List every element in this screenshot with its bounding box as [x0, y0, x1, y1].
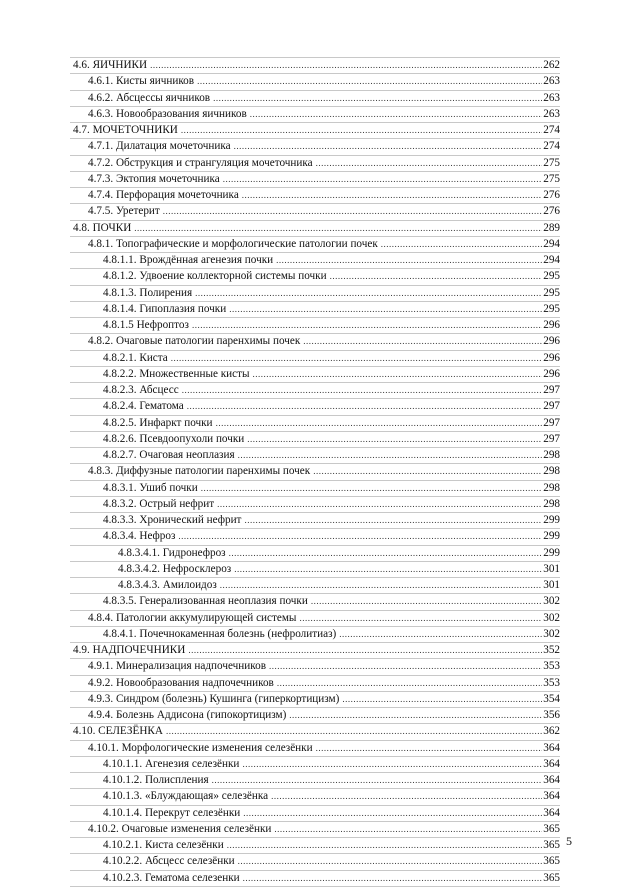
toc-entry-page: 274 — [543, 124, 560, 136]
dot-leader — [244, 513, 542, 528]
toc-entry-page: 353 — [543, 660, 560, 673]
toc-entry-title: 4.8.1.1. Врождённая агенезия почки — [103, 254, 274, 266]
toc-entry[interactable] — [70, 221, 560, 237]
dot-leader — [213, 91, 542, 106]
toc-entry[interactable] — [70, 822, 560, 838]
dot-leader — [269, 659, 542, 674]
dot-leader — [276, 253, 542, 268]
toc-entry[interactable] — [70, 448, 560, 464]
toc-entry-page: 354 — [543, 692, 560, 705]
toc-entry[interactable] — [70, 318, 560, 334]
toc-entry-page: 274 — [543, 140, 560, 153]
toc-entry-page: 263 — [543, 107, 560, 120]
toc-entry-page: 365 — [543, 871, 560, 884]
toc-entry[interactable] — [70, 627, 560, 643]
toc-entry-page: 301 — [543, 579, 560, 591]
toc-entry[interactable] — [70, 351, 560, 367]
dot-leader — [217, 497, 542, 512]
toc-entry-page: 298 — [543, 449, 560, 461]
toc-entry[interactable] — [70, 139, 560, 155]
dot-leader — [171, 351, 542, 366]
toc-entry-page: 298 — [543, 465, 560, 478]
toc-entry[interactable] — [70, 838, 560, 854]
toc-entry-page: 356 — [543, 709, 560, 721]
toc-entry-title: 4.8.3.4.1. Гидронефроз — [118, 546, 226, 559]
toc-entry-page: 297 — [543, 384, 560, 396]
dot-leader — [238, 854, 543, 869]
toc-entry-page: 276 — [543, 205, 560, 218]
dot-leader — [181, 123, 542, 138]
dot-leader — [242, 188, 542, 203]
toc-entry[interactable] — [70, 204, 560, 220]
page-number: 5 — [566, 834, 572, 848]
toc-entry-title: 4.8.4. Патологии аккумулирующей системы — [88, 611, 297, 624]
toc-entry[interactable] — [70, 659, 560, 675]
toc-entry-title: 4.10.1.2. Полиспления — [103, 774, 209, 786]
toc-entry[interactable] — [70, 871, 560, 887]
dot-leader — [271, 789, 542, 804]
dot-leader — [243, 806, 542, 821]
toc-entry-title: 4.10.2. Очаговые изменения селезёнки — [88, 822, 272, 835]
table-of-contents — [70, 57, 560, 887]
toc-entry-page: 275 — [543, 172, 560, 185]
toc-entry-title: 4.8.2.2. Множественные кисты — [103, 367, 250, 380]
toc-entry-page: 364 — [543, 790, 560, 803]
toc-entry[interactable] — [70, 611, 560, 627]
dot-leader — [150, 58, 542, 73]
toc-entry-page: 364 — [543, 774, 560, 786]
toc-entry-title: 4.9.1. Минерализация надпочечников — [88, 660, 266, 673]
toc-entry-title: 4.9.3. Синдром (болезнь) Кушинга (гиперкортицизм) — [88, 692, 340, 705]
toc-entry-page: 276 — [543, 189, 560, 201]
toc-entry-title: 4.8.2.7. Очаговая неоплазия — [103, 449, 235, 461]
toc-entry[interactable] — [70, 302, 560, 318]
dot-leader — [192, 318, 542, 333]
toc-entry-page: 299 — [543, 514, 560, 526]
toc-entry-title: 4.7.1. Дилатация мочеточника — [88, 140, 231, 153]
dot-leader — [243, 871, 543, 886]
toc-entry-page: 299 — [543, 530, 560, 543]
toc-entry-title: 4.7.4. Перфорация мочеточника — [88, 189, 239, 201]
toc-entry-page: 295 — [543, 302, 560, 315]
toc-entry-title: 4.8.2.6. Псевдоопухоли почки — [103, 432, 245, 445]
dot-leader — [227, 838, 543, 853]
toc-entry[interactable] — [70, 156, 560, 172]
dot-leader — [238, 448, 543, 463]
toc-entry-page: 353 — [543, 676, 560, 689]
toc-entry[interactable] — [70, 464, 560, 480]
toc-entry-title: 4.8.1.2. Удвоение коллекторной системы почки — [103, 270, 327, 283]
dot-leader — [229, 302, 542, 317]
toc-entry-page: 298 — [543, 497, 560, 510]
toc-entry[interactable] — [70, 253, 560, 269]
toc-entry-title: 4.8.3.1. Ушиб почки — [103, 481, 198, 494]
toc-entry-title: 4.8.2.1. Киста — [103, 351, 168, 364]
toc-entry[interactable] — [70, 432, 560, 448]
dot-leader — [229, 546, 543, 561]
toc-entry[interactable] — [70, 237, 560, 253]
dot-leader — [330, 269, 543, 284]
dot-leader — [316, 156, 543, 171]
toc-entry[interactable] — [70, 692, 560, 708]
toc-entry-title: 4.8.2. Очаговые патологии паренхимы почек — [88, 335, 301, 348]
toc-entry-page: 298 — [543, 481, 560, 494]
toc-entry-page: 362 — [543, 725, 560, 738]
dot-leader — [134, 221, 542, 236]
dot-leader — [342, 692, 542, 707]
toc-entry-title: 4.10.1.4. Перекрут селезёнки — [103, 806, 241, 819]
toc-entry-page: 296 — [543, 351, 560, 364]
toc-entry-page: 301 — [543, 562, 560, 575]
toc-entry-page: 294 — [543, 237, 560, 250]
toc-entry[interactable] — [70, 578, 560, 594]
dot-leader — [166, 724, 542, 739]
toc-entry-title: 4.8.3.3. Хронический нефрит — [103, 514, 242, 526]
toc-entry-title: 4.6.3. Новообразования яичников — [88, 107, 247, 120]
toc-entry-title: 4.6.1. Кисты яичников — [88, 75, 195, 88]
toc-entry-page: 289 — [543, 221, 560, 234]
toc-entry[interactable] — [70, 481, 560, 497]
dot-leader — [313, 464, 542, 479]
toc-entry-page: 364 — [543, 757, 560, 770]
toc-entry-title: 4.10.1.1. Агенезия селезёнки — [103, 757, 240, 770]
toc-entry-page: 302 — [543, 595, 560, 608]
toc-entry-page: 297 — [543, 432, 560, 445]
toc-entry-page: 365 — [543, 855, 560, 868]
toc-entry-title: 4.10.2.2. Абсцесс селезёнки — [103, 855, 235, 868]
toc-entry[interactable] — [70, 334, 560, 350]
toc-entry[interactable] — [70, 546, 560, 562]
toc-entry[interactable] — [70, 757, 560, 773]
dot-leader — [220, 578, 542, 593]
toc-entry-title: 4.6. ЯИЧНИКИ — [73, 59, 148, 71]
toc-entry-title: 4.10.1. Морфологические изменения селезёнки — [88, 741, 313, 754]
toc-entry-page: 364 — [543, 741, 560, 754]
toc-entry-title: 4.9. НАДПОЧЕЧНИКИ — [73, 644, 186, 656]
toc-entry-title: 4.8.3.4.3. Амилоидоз — [118, 579, 217, 591]
toc-entry[interactable] — [70, 789, 560, 805]
toc-entry-title: 4.8.1.3. Полирения — [103, 286, 193, 299]
dot-leader — [234, 562, 542, 577]
toc-entry[interactable] — [70, 854, 560, 870]
toc-entry-title: 4.7.5. Уретерит — [88, 205, 160, 218]
toc-entry-page: 352 — [543, 644, 560, 656]
toc-entry[interactable] — [70, 269, 560, 285]
toc-entry-title: 4.9.4. Болезнь Аддисона (гипокортицизм) — [88, 709, 287, 721]
dot-leader — [247, 432, 542, 447]
dot-leader — [250, 107, 542, 122]
toc-entry[interactable] — [70, 188, 560, 204]
toc-entry-title: 4.8. ПОЧКИ — [73, 221, 132, 234]
toc-entry-title: 4.6.2. Абсцессы яичников — [88, 91, 211, 104]
dot-leader — [253, 367, 543, 382]
toc-entry-title: 4.8.3.2. Острый нефрит — [103, 497, 215, 510]
dot-leader — [289, 708, 542, 723]
toc-entry-page: 364 — [543, 806, 560, 819]
dot-leader — [339, 627, 542, 642]
toc-entry[interactable] — [70, 286, 560, 302]
toc-entry-title: 4.7.3. Эктопия мочеточника — [88, 172, 220, 185]
toc-entry-title: 4.7.2. Обструкция и странгуляция мочеточника — [88, 156, 313, 169]
toc-entry-page: 299 — [543, 546, 560, 559]
toc-entry[interactable] — [70, 74, 560, 90]
dot-leader — [188, 643, 542, 658]
dot-leader — [381, 237, 542, 252]
toc-entry[interactable] — [70, 57, 560, 74]
toc-entry-page: 296 — [543, 319, 560, 331]
toc-entry-title: 4.10.2.1. Киста селезёнки — [103, 839, 224, 851]
dot-leader — [299, 611, 542, 626]
toc-entry-title: 4.8.2.4. Гематома — [103, 400, 184, 413]
toc-entry[interactable] — [70, 676, 560, 692]
toc-entry[interactable] — [70, 773, 560, 789]
toc-entry-page: 297 — [543, 400, 560, 413]
toc-entry[interactable] — [70, 123, 560, 139]
dot-leader — [274, 822, 542, 837]
toc-entry-page: 295 — [543, 286, 560, 299]
toc-entry[interactable] — [70, 172, 560, 188]
toc-entry[interactable] — [70, 529, 560, 545]
toc-entry-page: 302 — [543, 611, 560, 624]
dot-leader — [277, 676, 542, 691]
dot-leader — [234, 139, 543, 154]
toc-entry[interactable] — [70, 724, 560, 740]
toc-entry-title: 4.8.3.4. Нефроз — [103, 530, 176, 543]
toc-entry-title: 4.7. МОЧЕТОЧНИКИ — [73, 124, 178, 136]
dot-leader — [311, 594, 542, 609]
toc-entry[interactable] — [70, 594, 560, 610]
toc-entry[interactable] — [70, 107, 560, 123]
toc-entry-title: 4.8.1.4. Гипоплазия почки — [103, 302, 227, 315]
dot-leader — [212, 773, 543, 788]
toc-entry[interactable] — [70, 562, 560, 578]
dot-leader — [182, 383, 543, 398]
toc-entry-title: 4.8.1. Топографические и морфологические патологии почек — [88, 237, 378, 250]
toc-entry[interactable] — [70, 367, 560, 383]
dot-leader — [216, 416, 543, 431]
toc-entry-title: 4.8.3. Диффузные патологии парeнхимы почек — [88, 465, 311, 478]
toc-entry-page: 262 — [543, 59, 560, 71]
toc-entry-page: 296 — [543, 367, 560, 380]
toc-entry-page: 365 — [543, 839, 560, 851]
toc-entry-page: 295 — [543, 270, 560, 283]
dot-leader — [197, 74, 542, 89]
dot-leader — [316, 741, 543, 756]
toc-entry[interactable] — [70, 497, 560, 513]
toc-entry-page: 302 — [543, 627, 560, 640]
toc-entry-page: 297 — [543, 416, 560, 429]
toc-entry-page: 294 — [543, 254, 560, 266]
toc-entry-page: 296 — [543, 335, 560, 348]
toc-entry[interactable] — [70, 399, 560, 415]
dot-leader — [178, 529, 542, 544]
toc-entry[interactable] — [70, 741, 560, 757]
toc-entry-page: 263 — [543, 75, 560, 88]
toc-entry-title: 4.8.3.5. Генерализованная неоплазия почки — [103, 595, 308, 608]
dot-leader — [223, 172, 542, 187]
toc-entry[interactable] — [70, 806, 560, 822]
toc-entry-page: 365 — [543, 822, 560, 835]
dot-leader — [242, 757, 542, 772]
toc-entry-title: 4.9.2. Новообразования надпочечников — [88, 676, 274, 689]
toc-entry[interactable] — [70, 91, 560, 107]
toc-entry[interactable] — [70, 383, 560, 399]
toc-entry-title: 4.10.2.3. Гематома селезенки — [103, 871, 240, 884]
dot-leader — [187, 399, 543, 414]
toc-entry[interactable] — [70, 416, 560, 432]
toc-entry-title: 4.8.3.4.2. Нефросклероз — [118, 562, 232, 575]
toc-entry-page: 263 — [543, 91, 560, 104]
dot-leader — [195, 286, 542, 301]
toc-entry[interactable] — [70, 513, 560, 529]
dot-leader — [303, 334, 542, 349]
toc-entry-page: 275 — [543, 156, 560, 169]
toc-entry-title: 4.10. СЕЛЕЗЁНКА — [73, 725, 163, 738]
toc-entry-title: 4.8.1.5 Нефроптоз — [103, 319, 189, 331]
toc-entry[interactable] — [70, 708, 560, 724]
toc-entry-title: 4.10.1.3. «Блуждающая» селезёнка — [103, 790, 269, 803]
dot-leader — [201, 481, 542, 496]
toc-entry-title: 4.8.2.5. Инфаркт почки — [103, 416, 213, 429]
toc-entry-title: 4.8.2.3. Абсцесс — [103, 384, 179, 396]
toc-entry-title: 4.8.4.1. Почечнокаменная болезнь (нефролитиаз) — [103, 627, 337, 640]
toc-entry[interactable] — [70, 643, 560, 659]
dot-leader — [163, 204, 542, 219]
